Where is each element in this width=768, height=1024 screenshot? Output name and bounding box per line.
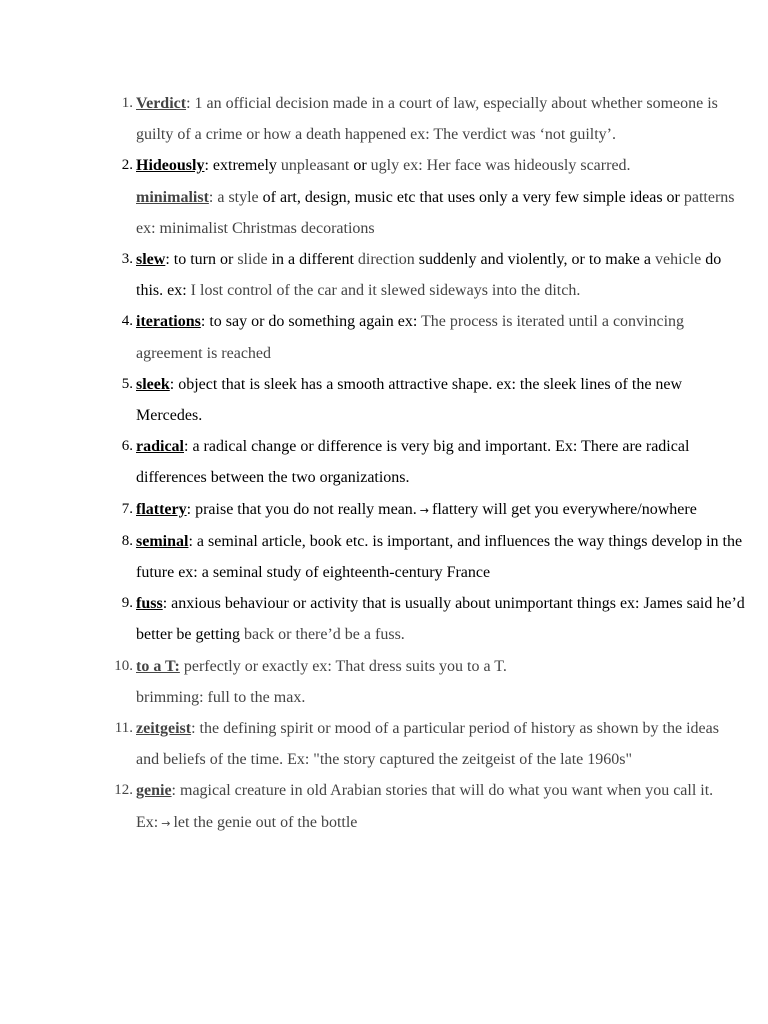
definition: : anxious behaviour or activity that is usually about unimportant things ex: James said he’d better be getting bbox=[136, 595, 745, 644]
definition: in a different bbox=[267, 251, 358, 269]
item-number: 12. bbox=[114, 782, 133, 799]
arrow-right-icon: → bbox=[419, 503, 430, 517]
definition: perfectly or exactly ex: That dress suits you to a T. bbox=[179, 657, 507, 675]
term: sleek bbox=[136, 375, 170, 393]
definition: patterns ex: minimalist Christmas decorations bbox=[136, 188, 735, 237]
definition: : to say or do something again ex: bbox=[200, 313, 421, 331]
term: radical bbox=[136, 438, 184, 456]
term: flattery bbox=[136, 500, 187, 518]
list-item bbox=[105, 88, 745, 150]
vocabulary-list bbox=[105, 88, 745, 839]
extra-definition: brimming: full to the max. bbox=[136, 688, 306, 706]
definition: do this. ex: bbox=[136, 251, 722, 300]
item-number: 3. bbox=[121, 251, 133, 268]
term: minimalist bbox=[136, 188, 209, 206]
list-item bbox=[105, 182, 745, 244]
definition: let the genie out of the bottle bbox=[173, 813, 358, 831]
item-number: 11. bbox=[114, 720, 133, 737]
definition: : object that is sleek has a smooth attractive shape. ex: the sleek lines of the new Mercedes. bbox=[136, 375, 683, 425]
item-number: 1. bbox=[121, 95, 133, 111]
definition: slide bbox=[237, 251, 268, 269]
definition: : praise that you do not really mean. bbox=[186, 500, 417, 518]
definition: : the defining spirit or mood of a particular period of history as shown by the ideas and beliefs of the time. Ex: "the story captured the zeitgeist of the late 1960s" bbox=[136, 720, 719, 769]
definition: unpleasant bbox=[280, 157, 350, 175]
arrow-right-icon: → bbox=[161, 816, 171, 830]
item-number: 7. bbox=[121, 500, 133, 517]
item-number: 9. bbox=[121, 595, 133, 612]
definition: : extremely bbox=[204, 157, 281, 175]
definition: I lost control of the car and it slewed sideways into the ditch. bbox=[190, 282, 581, 300]
definition: flattery will get you everywhere/nowhere bbox=[432, 500, 697, 518]
definition: suddenly and violently, or to make a bbox=[414, 251, 656, 269]
item-number: 8. bbox=[121, 532, 133, 549]
item-number: 10. bbox=[114, 657, 133, 674]
term: iterations bbox=[136, 313, 201, 331]
list-item bbox=[105, 713, 745, 775]
item-number: 2. bbox=[121, 157, 133, 174]
list-item bbox=[105, 526, 745, 588]
list-item bbox=[105, 494, 745, 526]
list-item bbox=[105, 651, 745, 713]
definition: of art, design, music etc that uses only a very few simple ideas or bbox=[258, 188, 684, 206]
definition: back or there’d be a fuss. bbox=[243, 626, 405, 644]
list-item bbox=[105, 775, 745, 838]
item-number: 4. bbox=[121, 313, 133, 330]
term: Hideously bbox=[136, 157, 205, 175]
list-item bbox=[105, 306, 745, 368]
item-number: 6. bbox=[121, 438, 133, 455]
definition: : to turn or bbox=[165, 251, 238, 269]
definition: The process is iterated until a convincing agreement is reached bbox=[136, 313, 685, 362]
item-number: 5. bbox=[121, 375, 133, 392]
definition: : a bbox=[208, 188, 229, 206]
term: seminal bbox=[136, 532, 189, 550]
term: fuss bbox=[136, 595, 163, 613]
term: slew bbox=[136, 251, 166, 269]
list-item bbox=[105, 369, 745, 431]
list-item bbox=[105, 588, 745, 650]
definition: style bbox=[228, 188, 259, 206]
list-item bbox=[105, 431, 745, 493]
definition: ugly ex: Her face was hideously scarred. bbox=[370, 157, 631, 175]
definition: : magical creature in old Arabian stories that will do what you want when you call it. Ex: bbox=[136, 782, 714, 831]
definition: : 1 an official decision made in a court of law, especially about whether someone is guilty of a crime or how a death happened ex: The verdict was ‘not guilty’. bbox=[136, 95, 718, 144]
definition: vehicle bbox=[655, 251, 702, 269]
term: genie bbox=[136, 782, 172, 800]
list-item bbox=[105, 150, 745, 181]
list-item bbox=[105, 244, 745, 306]
definition: : a seminal article, book etc. is important, and influences the way things develop in the future ex: a seminal study of eighteenth-century France bbox=[136, 532, 743, 582]
definition: or bbox=[349, 157, 371, 175]
term: zeitgeist bbox=[136, 720, 192, 738]
term: to a T: bbox=[136, 657, 180, 675]
term: Verdict bbox=[136, 95, 187, 112]
definition: : a radical change or difference is very big and important. Ex: There are radical differences between the two organizations. bbox=[136, 438, 690, 487]
definition: direction bbox=[357, 251, 415, 269]
